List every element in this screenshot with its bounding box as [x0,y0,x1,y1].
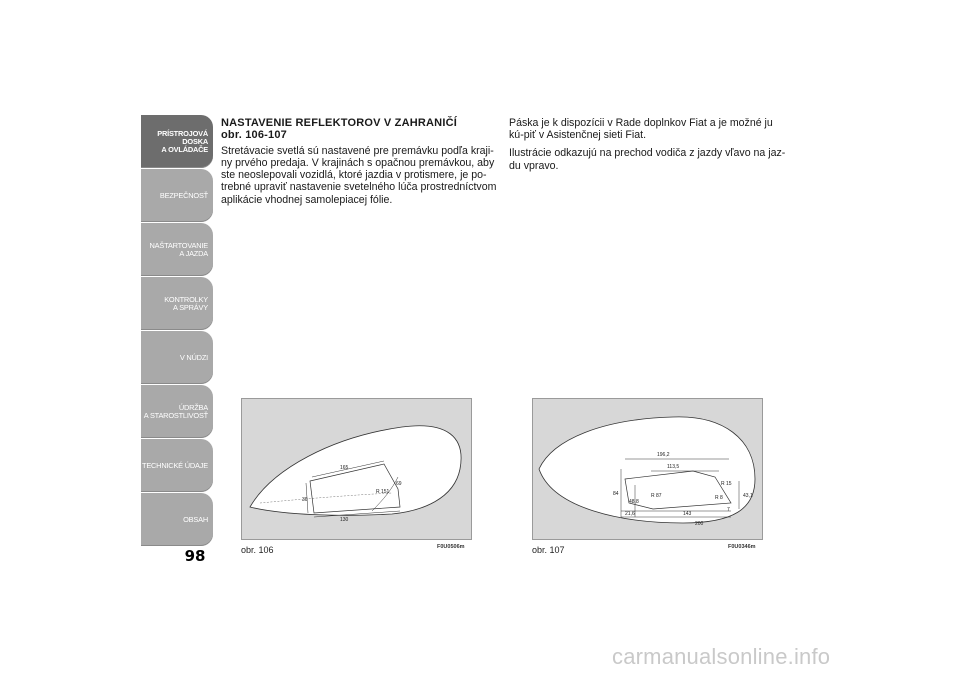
tab-v-nudzi[interactable] [141,331,213,384]
tab-pristrojova-doska[interactable] [141,115,213,168]
headlight-figure-107 [532,398,763,540]
tab-kontrolky[interactable] [141,277,213,330]
tab-nastartovanie[interactable] [141,223,213,276]
body-paragraph: Páska je k dispozícii v Rade doplnkov Fiat a je možné ju kú-piť v Asistenčnej sieti Fiat. [509,117,773,142]
dim-label: 113,5 [667,464,680,470]
body-paragraph: Ilustrácie odkazujú na prechod vodiča z jazdy vľavo na jaz-du vpravo. [509,147,786,172]
dim-label: R 151 [376,489,390,495]
tab-label: TECHNICKÉ ÚDAJE [142,460,208,470]
dim-label: 200 [695,521,704,527]
headlight-figure-106 [241,398,472,540]
headlight-lens-drawing [533,399,762,539]
dim-label: 69 [396,481,402,487]
dim-label: 84 [613,491,619,497]
dim-label: R 87 [651,493,662,499]
tab-label: V NÚDZI [179,352,208,362]
section-heading: NASTAVENIE REFLEKTOROV V ZAHRANIČÍ [221,117,457,129]
body-paragraph: Stretávacie svetlá sú nastavené pre premávku podľa kraji-ny prvého predaja. V krajinách s opačnou premávkou, aby ste neoslepovali vozidlá, ktoré jazdia v protismere, je po-trebné upraviť nastavenie svetelného lúča prostredníctvom aplikácie vhodnej samolepiacej fólie. [221,144,497,206]
tab-label: OBSAH [183,514,208,524]
tab-technicke-udaje[interactable] [141,439,213,492]
tab-udrzba[interactable] [141,385,213,438]
tab-label: PRÍSTROJOVÁ DOSKA A OVLÁDAČE [157,128,208,154]
dim-label: 196,2 [657,452,670,458]
dim-label: R 15 [721,481,732,487]
dim-label: 7 [727,507,730,513]
tab-obsah[interactable] [141,493,213,546]
chapter-tabs [141,115,213,543]
figure-code: F0U0506m [437,544,465,550]
dim-label: 30 [302,497,308,503]
dim-label: 165 [340,465,349,471]
watermark: carmanualsonline.info [612,644,831,669]
dim-label: 43,1 [743,493,753,499]
page-number: 98 [184,547,206,565]
dim-label: R 8 [715,495,723,501]
tab-bezpecnost[interactable] [141,169,213,222]
dim-label: 48,8 [629,499,639,505]
figure-caption: obr. 106 [241,545,274,555]
tab-label: NAŠTARTOVANIE A JAZDA [149,240,208,258]
left-column [221,117,498,206]
figure-code: F0U0346m [728,544,756,550]
dim-label: 143 [683,511,692,517]
section-subheading: obr. 106-107 [221,129,287,142]
headlight-lens-drawing [242,399,471,539]
right-column [509,117,789,178]
dim-label: 21,6 [625,511,635,517]
figure-caption: obr. 107 [532,545,565,555]
tab-label: BEZPEČNOSŤ [159,190,208,200]
tab-label: KONTROLKY A SPRÁVY [164,294,208,312]
dim-label: 130 [340,517,349,523]
tab-label: ÚDRŽBA A STAROSTLIVOSŤ [143,402,208,420]
